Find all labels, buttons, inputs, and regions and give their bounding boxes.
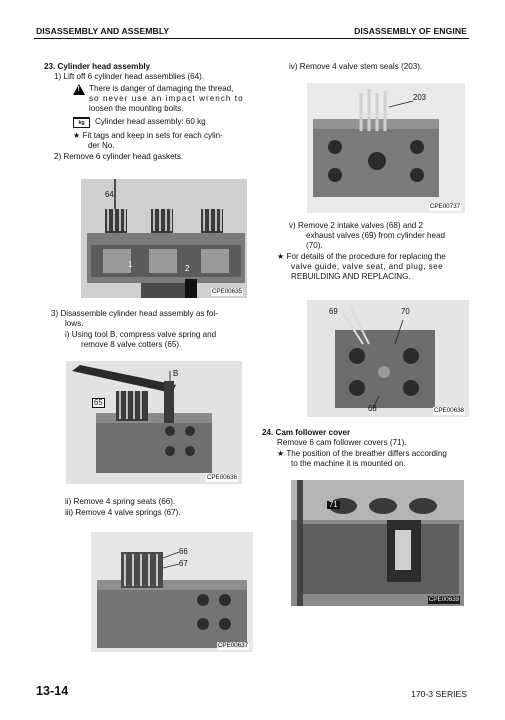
page-number: 13-14 <box>36 684 69 698</box>
photo-code: CPE00636 <box>206 474 237 481</box>
cam-cover-illustration <box>291 480 464 606</box>
callout-2: 2 <box>185 264 190 273</box>
callout-B: B <box>173 369 179 378</box>
callout-69: 69 <box>329 307 338 316</box>
star-v-line-3: REBUILDING AND REPLACING. <box>291 272 411 281</box>
section-header: DISASSEMBLY AND ASSEMBLY <box>36 26 170 36</box>
valves-illustration <box>307 300 469 417</box>
photo-cylinder-head-valves <box>307 300 469 417</box>
step-3-iii: iii) Remove 4 valve springs (67). <box>65 508 181 517</box>
warning-line-1: There is danger of damaging the thread, <box>89 84 234 93</box>
step-3-ii: ii) Remove 4 spring seats (66). <box>65 497 176 506</box>
star-note-tags-2: der No. <box>88 141 115 150</box>
stem-seals-illustration <box>307 83 465 213</box>
photo-code: CPE00639 <box>428 596 459 603</box>
photo-cylinder-head-removal <box>81 179 247 298</box>
star-v-line-2: valve guide, valve seat, and plug, see <box>291 262 444 271</box>
warning-icon <box>73 84 85 95</box>
photo-code: CPE00637 <box>217 642 248 649</box>
step-3-i-line-2: remove 8 valve cotters (65). <box>81 340 182 349</box>
photo-cam-follower-cover <box>291 480 464 606</box>
header-rule <box>34 38 469 39</box>
step-v-line-3: (70). <box>306 241 323 250</box>
photo-code: CPE00635 <box>211 288 242 295</box>
callout-65: 65 <box>94 398 103 407</box>
photo-code: CPE00737 <box>429 203 460 210</box>
weight-icon: kg <box>73 117 90 128</box>
step-v-line-2: exhaust valves (69) from cylinder head <box>306 231 446 240</box>
callout-71: 71 <box>329 500 338 509</box>
photo-valve-spring-compressor <box>66 361 242 484</box>
callout-67: 67 <box>179 559 188 568</box>
step-v-line-1: v) Remove 2 intake valves (68) and 2 <box>289 221 424 230</box>
callout-68: 68 <box>368 404 377 413</box>
warning-line-2: so never use an impact wrench to <box>89 94 244 103</box>
compressor-illustration <box>66 361 242 484</box>
step-24-1: Remove 6 cam follower covers (71). <box>277 438 407 447</box>
callout-66: 66 <box>179 547 188 556</box>
callout-1: 1 <box>128 260 133 269</box>
photo-code: CPE00638 <box>433 407 464 414</box>
warning-line-3: loosen the mounting bolts. <box>89 104 184 113</box>
step-3-i-line-1: i) Using tool B, compress valve spring and <box>65 330 217 339</box>
callout-203: 203 <box>413 93 427 102</box>
step-23-1: 1) Lift off 6 cylinder head assemblies (64). <box>54 72 205 81</box>
series-label: 170-3 SERIES <box>411 689 467 699</box>
chapter-header: DISASSEMBLY OF ENGINE <box>354 26 467 36</box>
star-note-tags-1: ★ Fit tags and keep in sets for each cylin- <box>73 131 223 140</box>
weight-note: Cylinder head assembly: 60 kg <box>95 117 206 126</box>
star-24-line-2: to the machine it is mounted on. <box>291 459 406 468</box>
step-3-line-1: 3) Disassemble cylinder head assembly as fol- <box>51 309 218 318</box>
callout-64: 64 <box>105 190 114 199</box>
star-v-line-1: ★ For details of the procedure for replacing the <box>277 252 446 261</box>
callout-70: 70 <box>401 307 410 316</box>
photo-valve-stem-seals <box>307 83 465 213</box>
step-23-title: 23. Cylinder head assembly <box>44 62 151 71</box>
step-iv: iv) Remove 4 valve stem seals (203). <box>289 62 423 71</box>
step-3-line-2: lows. <box>65 319 84 328</box>
step-24-title: 24. Cam follower cover <box>262 428 351 437</box>
springs-illustration <box>91 532 253 652</box>
photo-valve-springs <box>91 532 253 652</box>
star-24-line-1: ★ The position of the breather differs according <box>277 449 447 458</box>
step-23-2: 2) Remove 6 cylinder head gaskets. <box>54 152 184 161</box>
